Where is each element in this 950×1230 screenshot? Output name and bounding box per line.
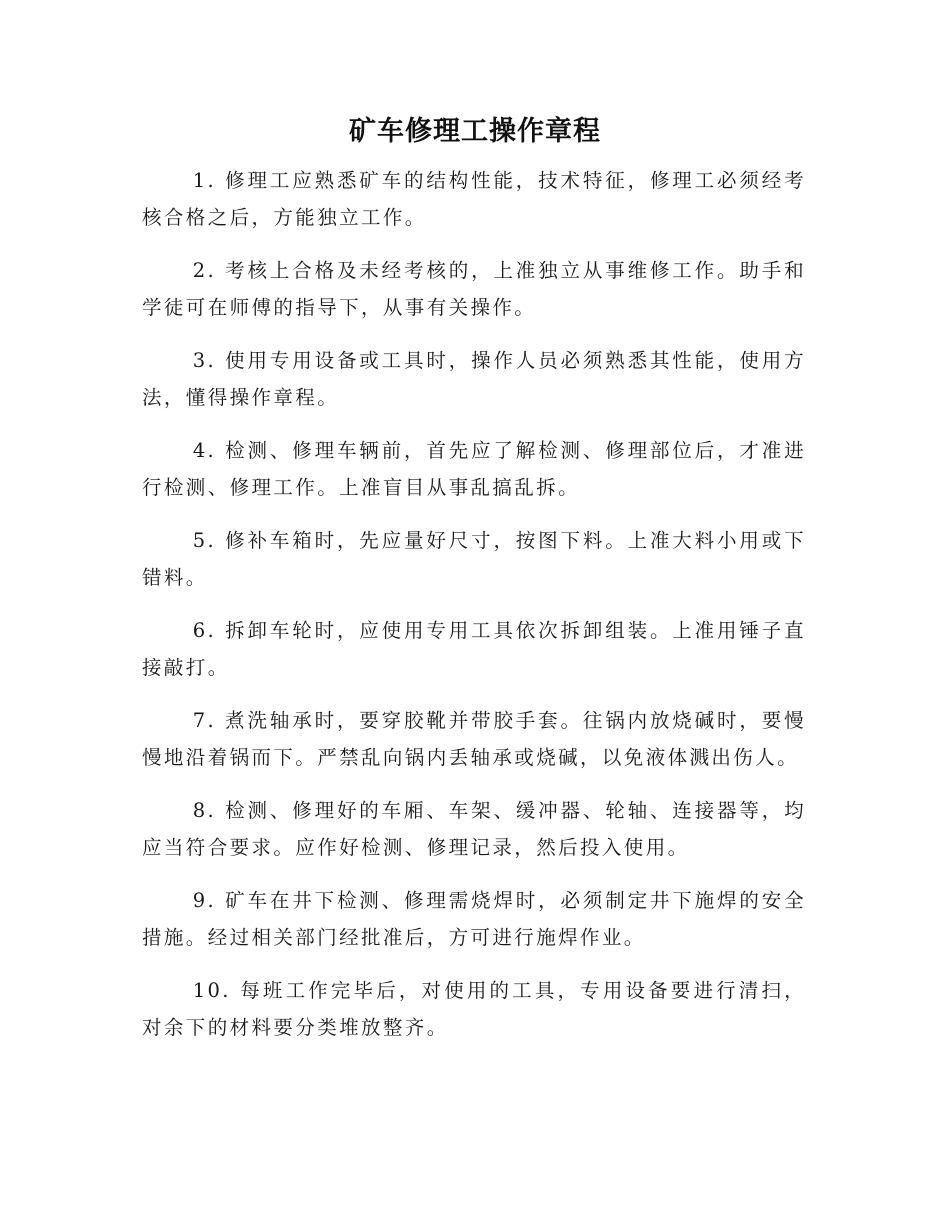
paragraph-3: 3. 使用专用设备或工具时，操作人员必须熟悉其性能，使用方法，懂得操作章程。 xyxy=(142,349,806,409)
document-body xyxy=(142,162,806,1062)
paragraph-10: 10. 每班工作完毕后，对使用的工具，专用设备要进行清扫，对余下的材料要分类堆放整齐。 xyxy=(142,979,806,1039)
paragraph-6: 6. 拆卸车轮时，应使用专用工具依次拆卸组装。上准用锤子直接敲打。 xyxy=(142,619,806,679)
document-title: 矿车修理工操作章程 xyxy=(349,116,601,147)
paragraph-4: 4. 检测、修理车辆前，首先应了解检测、修理部位后，才准进行检测、修理工作。上准盲目从事乱搞乱拆。 xyxy=(142,439,806,499)
paragraph-7: 7. 煮洗轴承时，要穿胶靴并带胶手套。往锅内放烧碱时，要慢慢地沿着锅而下。严禁乱向锅内丢轴承或烧碱，以免液体溅出伤人。 xyxy=(142,709,806,769)
paragraph-8: 8. 检测、修理好的车厢、车架、缓冲器、轮轴、连接器等，均应当符合要求。应作好检测、修理记录，然后投入使用。 xyxy=(142,799,806,859)
paragraph-2: 2. 考核上合格及未经考核的，上准独立从事维修工作。助手和学徒可在师傅的指导下，从事有关操作。 xyxy=(142,259,806,319)
paragraph-1: 1. 修理工应熟悉矿车的结构性能，技术特征，修理工必须经考核合格之后，方能独立工作。 xyxy=(142,169,806,229)
paragraph-5: 5. 修补车箱时，先应量好尺寸，按图下料。上准大料小用或下错料。 xyxy=(142,529,806,589)
paragraph-9: 9. 矿车在井下检测、修理需烧焊时，必须制定井下施焊的安全措施。经过相关部门经批准后，方可进行施焊作业。 xyxy=(142,889,806,949)
